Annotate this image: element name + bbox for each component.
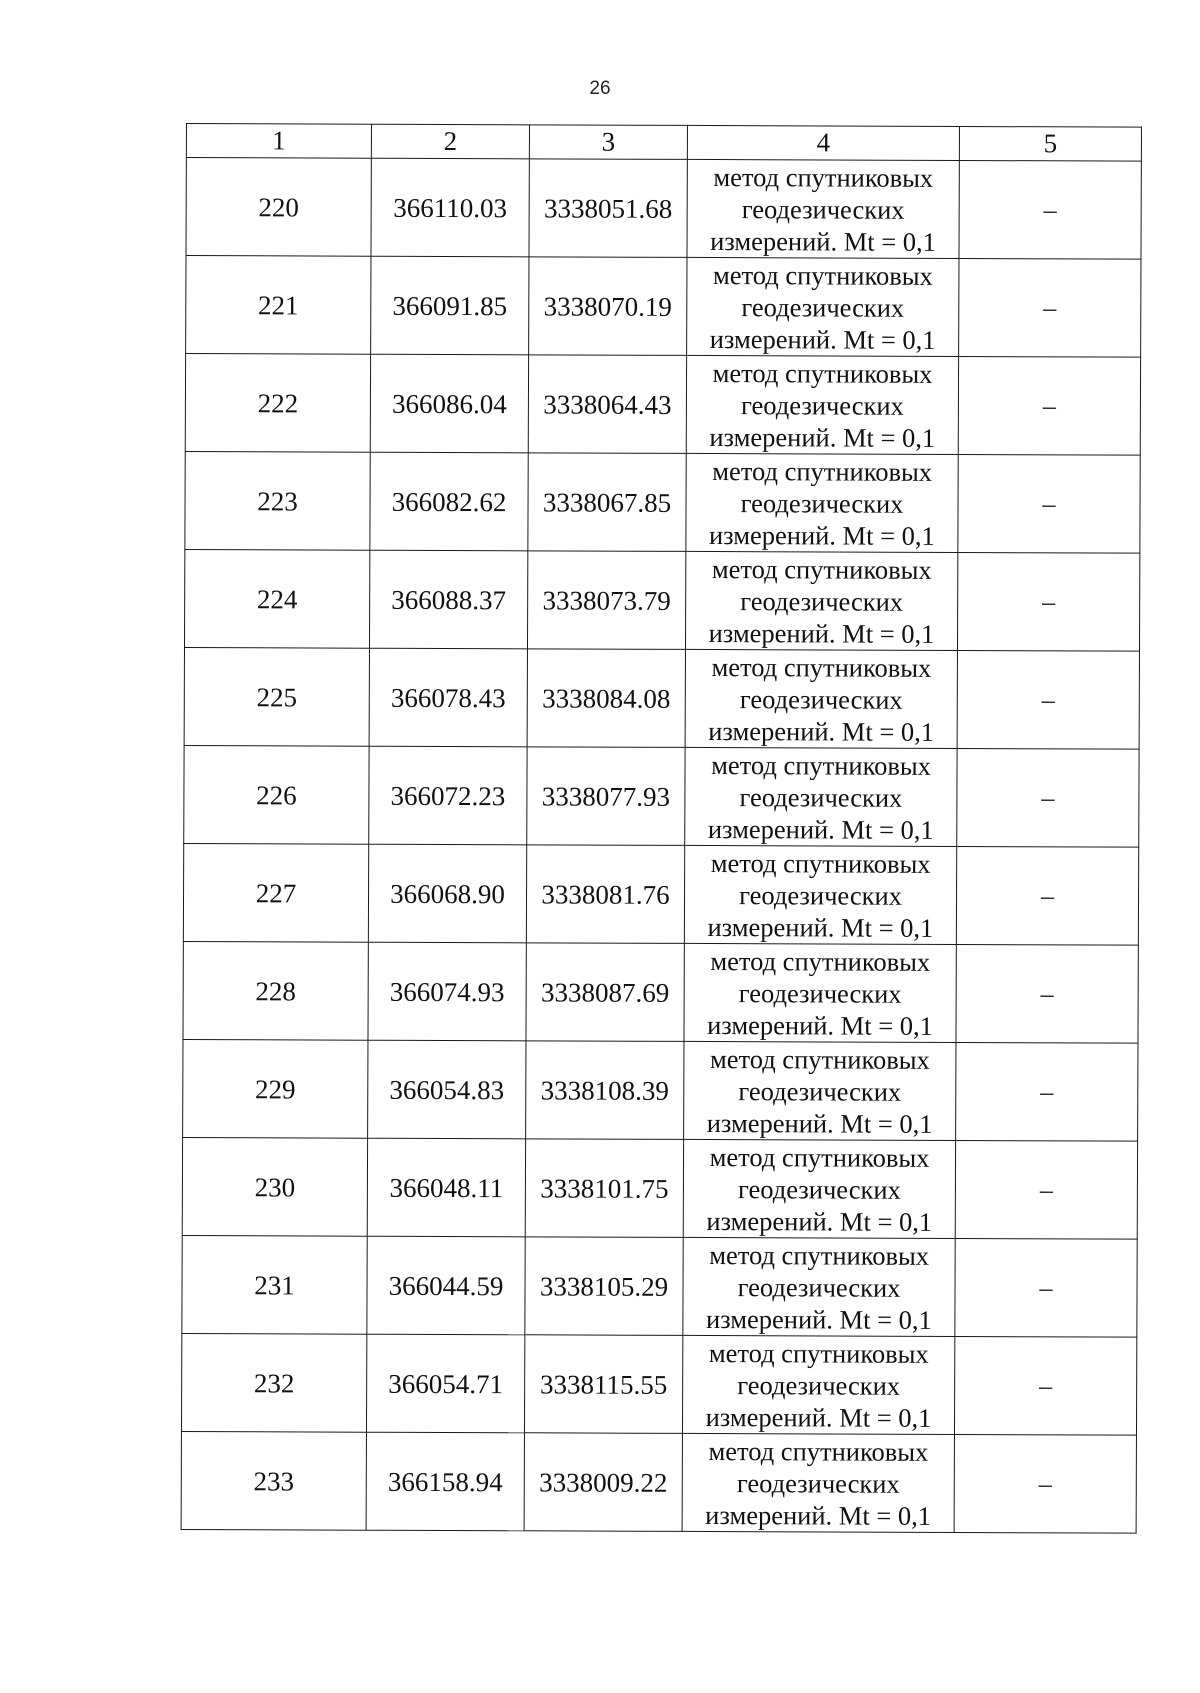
table-row	[182, 1137, 1137, 1239]
note-cell	[955, 1140, 1137, 1239]
method-cell-text: метод спутниковых геодезических измерений. Mt = 0,1	[707, 749, 934, 845]
point-number-cell: 232	[181, 1333, 366, 1432]
x-coordinate-cell: 366110.03	[371, 158, 529, 257]
method-cell-text: метод спутниковых геодезических измерений. Mt = 0,1	[709, 259, 936, 355]
header-col-3: 3	[529, 125, 687, 160]
point-number-cell: 226	[184, 745, 369, 844]
method-cell-text: метод спутниковых геодезических измерений. Mt = 0,1	[708, 455, 935, 551]
method-cell	[682, 1433, 954, 1532]
note-cell-text: –	[1041, 783, 1055, 813]
note-cell	[958, 454, 1140, 553]
page-number: 26	[589, 78, 611, 99]
x-coordinate-cell: 366091.85	[371, 256, 529, 355]
y-coordinate-cell: 3338077.93	[527, 747, 685, 846]
note-cell	[954, 1434, 1136, 1533]
y-coordinate-cell: 3338101.75	[525, 1139, 683, 1238]
table-header	[186, 124, 1141, 162]
table-row	[181, 1431, 1136, 1533]
note-cell	[954, 1336, 1136, 1435]
note-cell-text: –	[1042, 391, 1056, 421]
note-cell-text: –	[1039, 1175, 1053, 1205]
y-coordinate-cell: 3338087.69	[526, 943, 684, 1042]
coordinates-table	[181, 123, 1142, 1534]
table-row	[185, 354, 1140, 456]
method-cell	[684, 845, 956, 944]
y-coordinate-cell: 3338105.29	[525, 1237, 683, 1336]
y-coordinate-cell: 3338070.19	[529, 257, 687, 356]
point-number-cell: 220	[186, 158, 371, 257]
note-cell	[959, 160, 1141, 259]
method-cell-text: метод спутниковых геодезических измерений. Mt = 0,1	[706, 1043, 933, 1139]
y-coordinate-cell: 3338064.43	[528, 355, 686, 454]
method-cell	[682, 1335, 954, 1434]
x-coordinate-cell: 366054.71	[366, 1334, 524, 1433]
method-cell	[687, 159, 959, 258]
y-coordinate-cell: 3338108.39	[526, 1041, 684, 1140]
point-number-cell: 228	[183, 941, 368, 1040]
y-coordinate-cell: 3338051.68	[529, 159, 687, 258]
point-number-cell: 229	[183, 1039, 368, 1138]
note-cell	[959, 258, 1141, 357]
note-cell	[957, 552, 1139, 651]
table-row	[186, 256, 1141, 358]
note-cell-text: –	[1040, 1077, 1054, 1107]
y-coordinate-cell: 3338073.79	[527, 551, 685, 650]
method-cell	[687, 257, 959, 356]
method-cell	[685, 551, 957, 650]
point-number-cell: 233	[181, 1431, 366, 1530]
point-number-cell: 230	[182, 1137, 367, 1236]
point-number-cell: 222	[185, 354, 370, 453]
note-cell-text: –	[1038, 1469, 1052, 1499]
point-number-cell: 223	[185, 451, 370, 550]
point-number-cell: 221	[186, 256, 371, 355]
x-coordinate-cell: 366054.83	[368, 1040, 526, 1139]
table-row	[183, 941, 1138, 1043]
point-number-cell: 227	[183, 843, 368, 942]
note-cell	[958, 356, 1140, 455]
note-cell-text: –	[1042, 587, 1056, 617]
x-coordinate-cell: 366158.94	[366, 1432, 524, 1531]
table-row	[184, 549, 1139, 651]
method-cell-text: метод спутниковых геодезических измерений. Mt = 0,1	[708, 553, 935, 649]
method-cell	[683, 1139, 955, 1238]
note-cell-text: –	[1040, 881, 1055, 911]
header-row	[186, 124, 1141, 162]
point-number-cell: 224	[184, 549, 369, 648]
y-coordinate-cell: 3338067.85	[528, 453, 686, 552]
y-coordinate-cell: 3338081.76	[526, 845, 684, 944]
method-cell-text: метод спутниковых геодезических измерений. Mt = 0,1	[706, 1141, 933, 1237]
method-cell-text: метод спутниковых геодезических измерений. Mt = 0,1	[705, 1239, 932, 1335]
note-cell	[957, 650, 1139, 749]
y-coordinate-cell: 3338009.22	[524, 1433, 682, 1532]
method-cell	[683, 1237, 955, 1336]
x-coordinate-cell: 366048.11	[367, 1138, 525, 1237]
table-row	[181, 1333, 1136, 1435]
method-cell	[686, 355, 958, 454]
y-coordinate-cell: 3338084.08	[527, 649, 685, 748]
note-cell-text: –	[1043, 195, 1057, 225]
header-col-2: 2	[371, 124, 529, 159]
method-cell	[684, 943, 956, 1042]
method-cell-text: метод спутниковых геодезических измерений. Mt = 0,1	[707, 847, 934, 943]
table-row	[183, 843, 1138, 945]
method-cell-text: метод спутниковых геодезических измерений. Mt = 0,1	[708, 651, 935, 747]
note-cell-text: –	[1042, 489, 1056, 519]
table-body	[181, 158, 1141, 1534]
method-cell-text: метод спутниковых геодезических измерений. Mt = 0,1	[710, 161, 937, 257]
table-row	[182, 1235, 1137, 1337]
method-cell	[685, 649, 957, 748]
note-cell	[956, 1042, 1138, 1141]
header-col-4: 4	[687, 125, 959, 160]
point-number-cell: 231	[182, 1235, 367, 1334]
method-cell	[686, 453, 958, 552]
table-row	[183, 1039, 1138, 1141]
note-cell-text: –	[1043, 293, 1057, 323]
note-cell-text: –	[1041, 685, 1055, 715]
x-coordinate-cell: 366068.90	[368, 844, 526, 943]
note-cell-text: –	[1040, 979, 1054, 1009]
x-coordinate-cell: 366044.59	[367, 1236, 525, 1335]
method-cell-text: метод спутниковых геодезических измерений. Mt = 0,1	[707, 945, 934, 1041]
note-cell	[956, 944, 1138, 1043]
x-coordinate-cell: 366082.62	[370, 452, 528, 551]
table-row	[184, 745, 1139, 847]
header-col-1: 1	[186, 124, 371, 159]
x-coordinate-cell: 366086.04	[370, 354, 528, 453]
header-col-5: 5	[959, 126, 1141, 161]
method-cell	[685, 747, 957, 846]
x-coordinate-cell: 366078.43	[369, 648, 527, 747]
method-cell-text: метод спутниковых геодезических измерений. Mt = 0,1	[705, 1435, 932, 1531]
x-coordinate-cell: 366088.37	[369, 550, 527, 649]
note-cell-text: –	[1039, 1371, 1053, 1401]
method-cell-text: метод спутниковых геодезических измерений. Mt = 0,1	[709, 357, 936, 453]
y-coordinate-cell: 3338115.55	[524, 1335, 682, 1434]
note-cell	[955, 1238, 1137, 1337]
method-cell	[684, 1041, 956, 1140]
x-coordinate-cell: 366074.93	[368, 942, 526, 1041]
note-cell	[957, 748, 1139, 847]
note-cell	[956, 846, 1138, 945]
method-cell-text: метод спутниковых геодезических измерений. Mt = 0,1	[705, 1337, 932, 1433]
table-row	[185, 451, 1140, 553]
table-row	[186, 158, 1141, 260]
note-cell-text: –	[1039, 1273, 1053, 1303]
x-coordinate-cell: 366072.23	[369, 746, 527, 845]
table-row	[184, 647, 1139, 749]
point-number-cell: 225	[184, 647, 369, 746]
